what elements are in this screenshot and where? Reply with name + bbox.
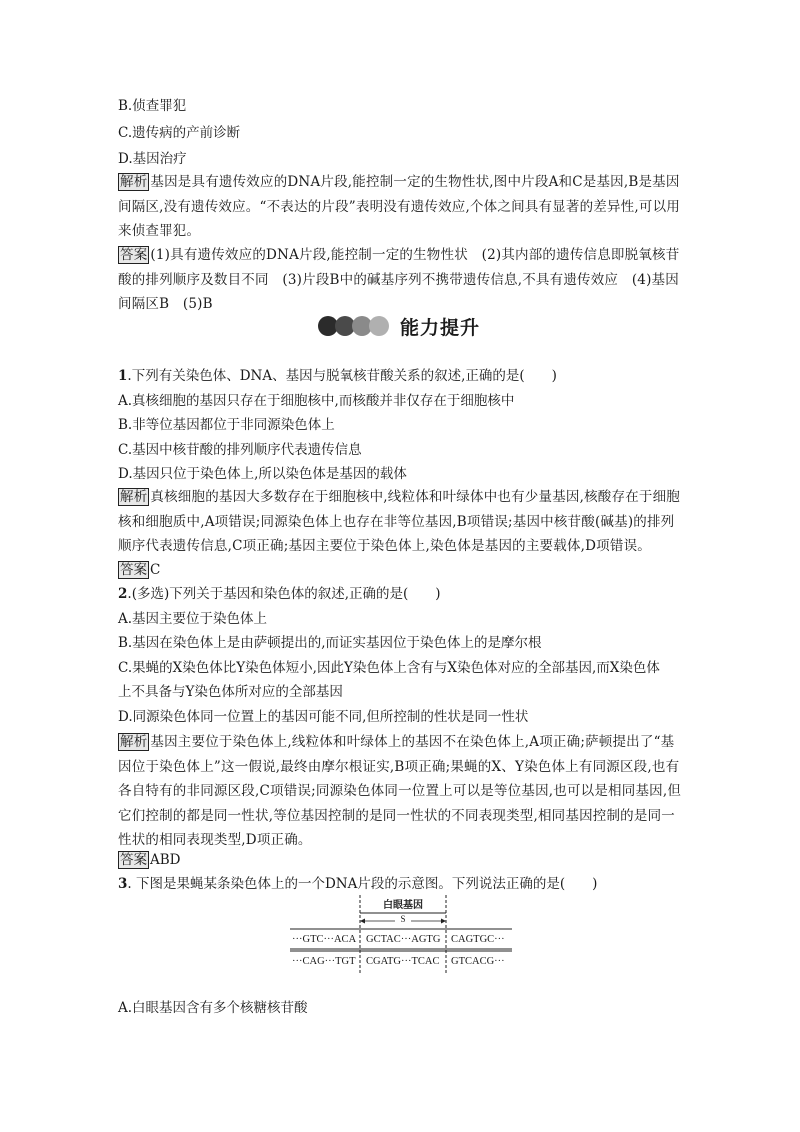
bottom-strand-right: GTCACG··· [451,956,505,967]
option-c: C.遗传病的产前诊断 [118,124,241,141]
answer-tag: 答案 [120,247,148,263]
question-1 [118,366,684,485]
section-heading [318,312,518,342]
top-strand-gene: GCTAC···AGTG [366,934,441,945]
option-b: B.侦查罪犯 [118,98,187,114]
question-stem: .(多选)下列关于基因和染色体的叙述,正确的是( ) [127,586,441,602]
option-c: C.果蝇的X染色体比Y染色体短小,因此Y染色体上含有与X染色体对应的全部基因,而X染色体 [118,659,660,676]
explanation-text: 基因主要位于染色体上,线粒体和叶绿体上的基因不在染色体上,A项正确;萨顿提出了“基因位于染色体上”这一假说,最终由摩尔根证实,B项正确;果蝇的X、Y染色体上有同源区段,也有各自特有的非同源区段,C项错误;同源染色体同一位置上可以是等位基因,也可以是相同基因,但它们控制的都是同一性状,等位基因控制的是同一性状的不同表现类型,相同基因控制的是同一性状的相同表现类型,D项正确。 [118,734,682,848]
q3-options [118,998,684,1019]
answer-text: ABD [150,852,181,868]
question-stem: . 下图是果蝇某条染色体上的一个DNA片段的示意图。下列说法正确的是( ) [127,876,598,892]
q1-explanation [118,485,684,559]
dna-segment-figure [290,893,512,973]
prev-question-options [118,96,684,170]
option-b: B.非等位基因都位于非同源染色体上 [118,417,335,433]
question-number: 2 [118,586,128,602]
explanation-tag: 解析 [120,734,148,750]
option-a: A.基因主要位于染色体上 [118,610,268,627]
bottom-strand-left: ···CAG···TGT [292,956,356,967]
bottom-strand-gene: CGATG···TCAC [366,956,440,967]
question-number: 3 [118,876,128,892]
option-a: A.白眼基因含有多个核糖核苷酸 [118,1000,308,1016]
s-label: S [400,914,406,924]
question-3 [118,874,684,895]
prev-answer [118,243,684,317]
prev-explanation [118,170,684,244]
question-number: 1 [118,368,128,384]
explanation-text: 真核细胞的基因大多数存在于细胞核中,线粒体和叶绿体中也有少量基因,核酸存在于细胞核和细胞质中,A项错误;同源染色体上也存在非等位基因,B项错误;基因中核苷酸(碱基)的排列顺序代表遗传信息,C项正确;基因主要位于染色体上,染色体是基因的主要载体,D项错误。 [118,489,680,554]
explanation-tag: 解析 [120,489,148,505]
q2-answer [118,850,684,871]
option-b: B.基因在染色体上是由萨顿提出的,而证实基因位于染色体上的是摩尔根 [118,635,542,651]
option-a: A.真核细胞的基因只存在于细胞核中,而核酸并非仅存在于细胞核中 [118,392,515,409]
option-d: D.基因只位于染色体上,所以染色体是基因的载体 [118,466,407,482]
answer-text: C [150,562,161,578]
gene-label: 白眼基因 [383,900,423,911]
top-strand-right: CAGTGC··· [451,934,505,945]
question-stem: .下列有关染色体、DNA、基因与脱氧核苷酸关系的叙述,正确的是( ) [127,368,557,384]
q1-answer [118,560,684,581]
answer-text: (1)具有遗传效应的DNA片段,能控制一定的生物性状 (2)其内部的遗传信息即脱氧核苷酸的排列顺序及数目不同 (3)片段B中的碱基序列不携带遗传信息,不具有遗传效应 (4)基因间隔区B (5)B [118,247,680,312]
explanation-tag: 解析 [120,174,148,190]
section-dots-icon [318,315,386,336]
top-strand-left: ···GTC···ACA [292,934,357,945]
option-c-cont: 上不具备与Y染色体所对应的全部基因 [118,684,343,700]
explanation-text: 基因是具有遗传效应的DNA片段,能控制一定的生物性状,图中片段A和C是基因,B是基因间隔区,没有遗传效应。“不表达的片段”表明没有遗传效应,个体之间具有显著的差异性,可以用来侦查罪犯。 [118,174,680,239]
answer-tag: 答案 [120,852,147,868]
section-title: 能力提升 [400,317,481,339]
answer-tag: 答案 [120,562,147,578]
option-d: D.基因治疗 [118,151,187,167]
q2-explanation [118,730,684,853]
option-d: D.同源染色体同一位置上的基因可能不同,但所控制的性状是同一性状 [118,708,529,725]
option-c: C.基因中核苷酸的排列顺序代表遗传信息 [118,441,362,458]
question-2 [118,584,684,727]
